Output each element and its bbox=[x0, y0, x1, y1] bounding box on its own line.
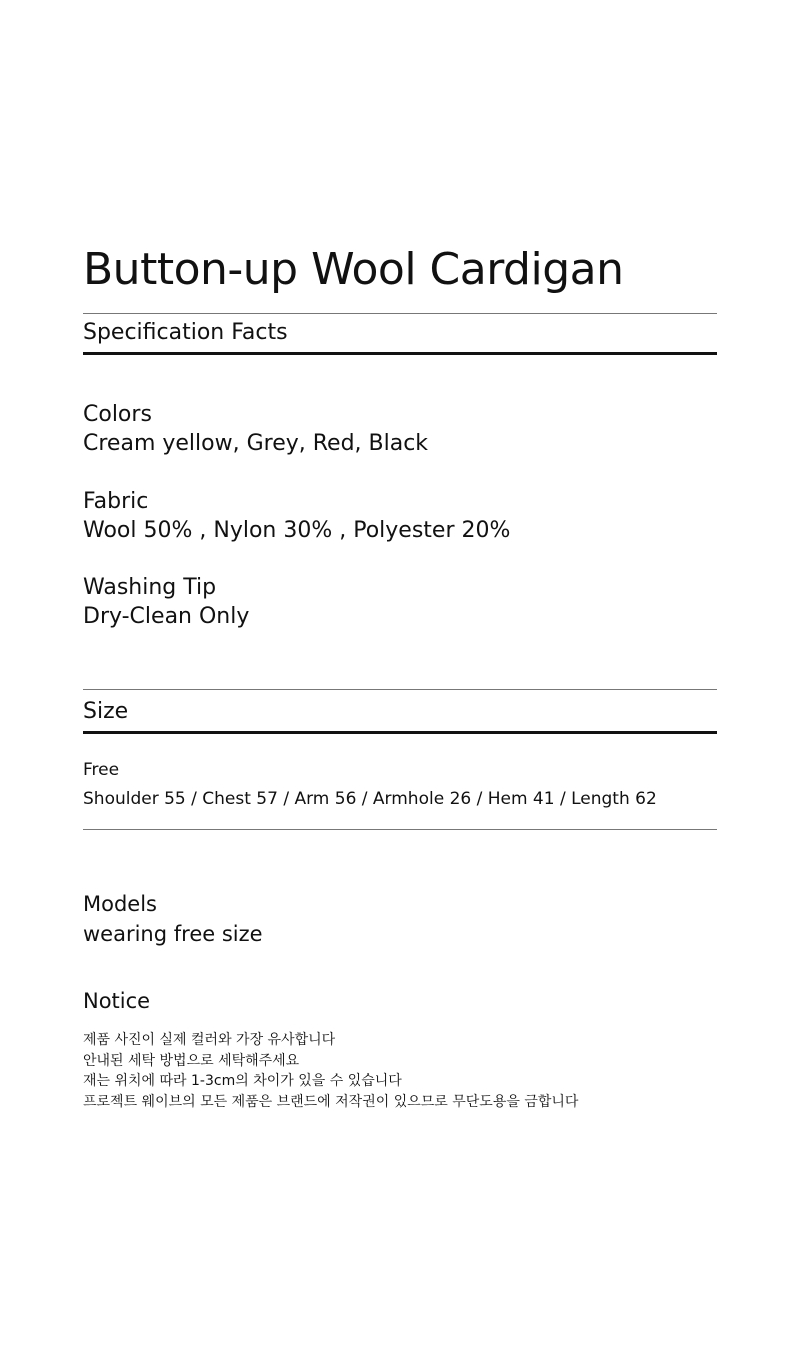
models-value: wearing free size bbox=[83, 922, 263, 946]
size-section-header: Size bbox=[83, 699, 129, 724]
notice-label: Notice bbox=[83, 989, 151, 1013]
notice-line: 프로젝트 웨이브의 모든 제품은 브랜드에 저작권이 있으므로 무단도용을 금합니다 bbox=[83, 1094, 579, 1110]
notice-line: 안내된 세탁 방법으로 세탁해주세요 bbox=[83, 1053, 300, 1069]
notice-line: 제품 사진이 실제 컬러와 가장 유사합니다 bbox=[83, 1032, 336, 1048]
page-title: Button-up Wool Cardigan bbox=[83, 244, 624, 295]
spec-value-colors: Cream yellow, Grey, Red, Black bbox=[83, 431, 429, 456]
divider-size-header bbox=[83, 731, 717, 734]
divider-size-top bbox=[83, 689, 717, 690]
spec-label-fabric: Fabric bbox=[83, 489, 149, 514]
models-label: Models bbox=[83, 892, 157, 916]
spec-value-washing: Dry-Clean Only bbox=[83, 604, 250, 629]
spec-label-colors: Colors bbox=[83, 402, 152, 427]
divider-size-bottom bbox=[83, 829, 717, 830]
size-measurements: Shoulder 55 / Chest 57 / Arm 56 / Armhole 26 / Hem 41 / Length 62 bbox=[83, 789, 657, 809]
size-name: Free bbox=[83, 760, 120, 780]
spec-label-washing: Washing Tip bbox=[83, 575, 217, 600]
spec-section-header: Specification Facts bbox=[83, 320, 288, 345]
divider-top bbox=[83, 313, 717, 314]
spec-value-fabric: Wool 50% , Nylon 30% , Polyester 20% bbox=[83, 518, 511, 543]
divider-spec-header bbox=[83, 352, 717, 355]
notice-line: 재는 위치에 따라 1-3cm의 차이가 있을 수 있습니다 bbox=[83, 1073, 402, 1089]
